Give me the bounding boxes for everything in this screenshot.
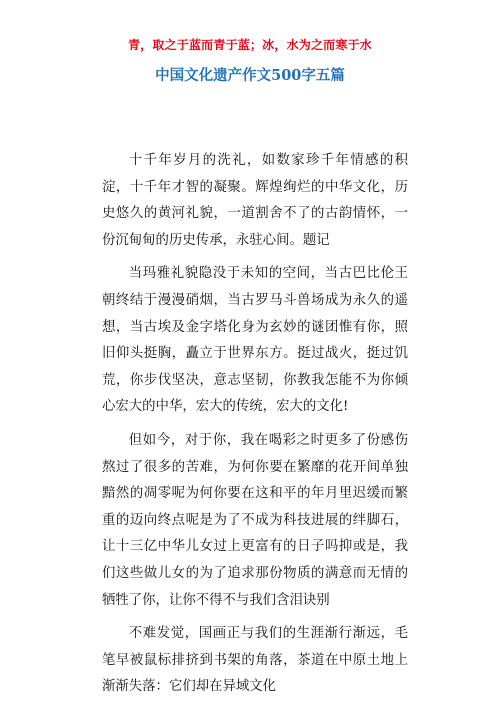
paragraph-2: 当玛雅礼貌隐没于未知的空间，当古巴比伦王朝终结于漫漫硝烟，当古罗马斗兽场成为永久的遥想，当古埃及金字塔化身为玄妙的谜团惟有你，照旧仰头挺胸，矗立于世界东方。挺过战火，挺过饥荒，你步伐坚决，意志坚韧，你教我怎能不为你倾心宏大的中华，宏大的传统，宏大的文化! [102, 266, 408, 415]
header-motto: 青，取之于蓝而青于蓝；冰，水为之而寒于水 [127, 38, 372, 52]
document-title: 中国文化遗产作文500字五篇 [155, 67, 345, 84]
essay-body [102, 148, 408, 708]
paragraph-4: 不难发觉，国画正与我们的生涯渐行渐远，毛笔早被鼠标排挤到书架的角落，茶道在中原土地上渐渐失落：它们却在异域文化 [102, 626, 408, 695]
paragraph-1: 十千年岁月的洗礼，如数家珍千年情感的积淀，十千年才智的凝聚。辉煌绚烂的中华文化，历史悠久的黄河礼貌，一道割舍不了的古韵情怀，一份沉甸甸的历史传承，永驻心间。题记 [102, 153, 408, 248]
paragraph-3: 但如今，对于你，我在喝彩之时更多了份感伤熬过了很多的苦难，为何你要在繁靡的花开间单独黯然的凋零呢为何你要在这和平的年月里迟缓而繁重的迈向终点呢是为了不成为科技进展的绊脚石，让十三亿中华儿女过上更富有的日子吗抑或是，我们这些做儿女的为了追求那份物质的满意而无情的牺牲了你，让你不得不与我们含泪诀别 [102, 432, 408, 608]
